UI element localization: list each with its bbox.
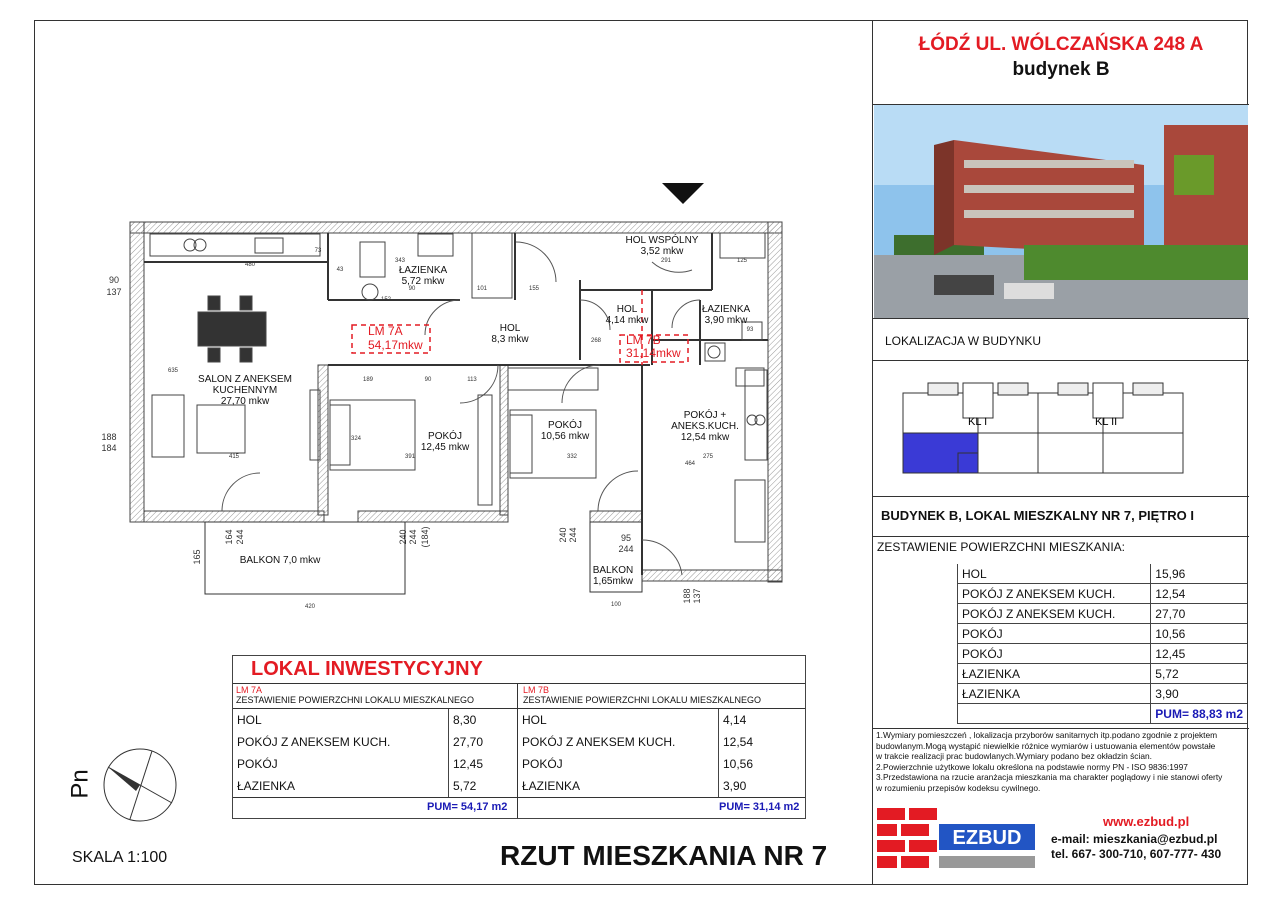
svg-text:240: 240 [398, 529, 408, 545]
svg-text:244: 244 [568, 527, 578, 543]
svg-text:4,14 mkw: 4,14 mkw [605, 315, 649, 326]
svg-text:155: 155 [528, 286, 540, 292]
lm7b-code: LM 7B [523, 685, 550, 695]
svg-text:464: 464 [684, 461, 696, 467]
label-pokoj-1: POKÓJ [428, 431, 462, 442]
svg-text:10,56 mkw: 10,56 mkw [540, 431, 590, 442]
svg-text:43: 43 [336, 267, 344, 273]
summary-title: ZESTAWIENIE POWIERZCHNI MIESZKANIA: [877, 540, 1126, 554]
door-swings [222, 242, 700, 575]
svg-text:343: 343 [394, 258, 406, 264]
building-keymap [898, 378, 1193, 478]
svg-text:244: 244 [618, 544, 634, 554]
svg-text:8,3 mkw: 8,3 mkw [491, 334, 529, 345]
svg-text:5,72 mkw: 5,72 mkw [401, 276, 445, 287]
svg-text:635: 635 [167, 368, 179, 374]
svg-text:480: 480 [244, 262, 256, 268]
svg-text:244: 244 [235, 529, 245, 545]
svg-text:12,54 mkw: 12,54 mkw [680, 432, 730, 443]
svg-text:EZBUD: EZBUD [952, 827, 1022, 849]
svg-text:12,45 mkw: 12,45 mkw [420, 442, 470, 453]
entrance-arrow-icon [662, 183, 704, 204]
svg-text:3,52 mkw: 3,52 mkw [640, 246, 684, 257]
svg-text:ANEKS.KUCH.: ANEKS.KUCH. [671, 421, 739, 432]
svg-text:101: 101 [476, 286, 488, 292]
svg-text:113: 113 [467, 377, 477, 383]
summary-table: HOL 15,96 POKÓJ Z ANEKSEM KUCH. 12,54 POKÓJ Z ANEKSEM KUCH. 27,70 POKÓJ 10,56 POKÓJ 12,45 ŁAZIENKA 5,72 ŁAZIENKA 3,90 PUM= 88,83 m2 [957, 564, 1247, 724]
room-labels [198, 233, 750, 587]
svg-text:268: 268 [590, 338, 602, 344]
label-hol-wspolny: HOL WSPÓLNY [625, 235, 699, 246]
svg-text:184: 184 [101, 443, 117, 453]
svg-text:291: 291 [660, 258, 672, 264]
lm7a-total: PUM= 54,17 m2 [427, 801, 508, 813]
lm7b-subtitle: ZESTAWIENIE POWIERZCHNI LOKALU MIESZKALNEGO [523, 695, 762, 705]
floor-plan [90, 175, 810, 625]
svg-text:188: 188 [682, 588, 692, 604]
svg-text:100: 100 [610, 602, 622, 608]
address-title: ŁÓDŹ UL. WÓLCZAŃSKA 248 A [918, 34, 1204, 55]
lm7b-total: PUM= 31,14 m2 [719, 801, 800, 813]
svg-text:90: 90 [108, 275, 120, 285]
label-salon: SALON Z ANEKSEM [198, 374, 292, 385]
svg-text:324: 324 [350, 436, 362, 442]
svg-text:73: 73 [314, 248, 322, 254]
lm7a-code: LM 7A [236, 685, 263, 695]
keymap-kl2: KL II [1095, 416, 1118, 428]
svg-text:415: 415 [228, 454, 240, 460]
svg-text:137: 137 [692, 588, 702, 604]
ezbud-logo [877, 806, 1039, 878]
svg-text:(184): (184) [420, 526, 430, 548]
svg-text:240: 240 [558, 527, 568, 543]
label-pokoj-2: POKÓJ [548, 420, 582, 431]
label-balkon-1: BALKON 7,0 mkw [239, 555, 321, 566]
lm7a-subtitle: ZESTAWIENIE POWIERZCHNI LOKALU MIESZKALNEGO [236, 695, 475, 705]
label-lm7b: LM 7B [626, 333, 661, 347]
plan-title: RZUT MIESZKANIA NR 7 [500, 840, 828, 871]
svg-text:27,70 mkw: 27,70 mkw [220, 396, 270, 407]
lm7b-table: HOL 4,14 POKÓJ Z ANEKSEM KUCH. 12,54 POKÓJ 10,56 ŁAZIENKA 3,90 [518, 709, 805, 797]
investment-title: LOKAL INWESTYCYJNY [251, 658, 483, 680]
svg-text:54,17mkw: 54,17mkw [368, 338, 423, 352]
email-link[interactable]: e-mail: mieszkania@ezbud.pl [1051, 832, 1218, 846]
building-rendering-image [874, 105, 1248, 318]
notes: 1.Wymiary pomieszczeń , lokalizacja przyborów sanitarnych itp.podano zgodnie z projektem budowlanym.Mogą wystąpić niewielkie różnice wymiarów i ustuowania elementów powstałe w trakcie realizacji prac budowlanych.Wymiary podano bez okładzin ścian. 2.Powierzchnie użytkowe lokalu określona na podstawie normy PN - ISO 9836:1997 3.Przedstawiona na rzucie aranżacja mieszkania ma charakter poglądowy i nie stanowi oferty w rozumieniu przepisów kodeksu cywilnego. [876, 730, 1223, 793]
investment-table [232, 655, 806, 819]
label-pokoj-3: POKÓJ + [683, 410, 727, 421]
svg-text:137: 137 [106, 287, 122, 297]
svg-text:31,14mkw: 31,14mkw [626, 346, 681, 360]
svg-text:165: 165 [192, 549, 202, 565]
scale-label: SKALA 1:100 [72, 849, 168, 866]
phone-text: tel. 667- 300-710, 607-777- 430 [1051, 847, 1222, 861]
svg-text:244: 244 [408, 529, 418, 545]
unit-title: BUDYNEK B, LOKAL MIESZKALNY NR 7, PIĘTRO I [881, 508, 1194, 523]
svg-text:152: 152 [380, 297, 392, 303]
label-lazienka-2: ŁAZIENKA [701, 304, 751, 315]
svg-text:391: 391 [404, 454, 416, 460]
svg-text:KUCHENNYM: KUCHENNYM [212, 385, 278, 396]
info-panel [872, 20, 1248, 885]
svg-text:95: 95 [620, 533, 632, 543]
svg-text:1,65mkw: 1,65mkw [592, 576, 634, 587]
building-title: budynek B [1012, 59, 1110, 80]
lm7a-table: HOL 8,30 POKÓJ Z ANEKSEM KUCH. 27,70 POKÓJ 12,45 ŁAZIENKA 5,72 [233, 709, 517, 797]
location-label: LOKALIZACJA W BUDYNKU [885, 334, 1042, 348]
svg-text:188: 188 [101, 432, 117, 442]
svg-text:90: 90 [408, 286, 416, 292]
svg-text:93: 93 [746, 327, 754, 333]
label-lazienka-1: ŁAZIENKA [398, 265, 448, 276]
label-balkon-2: BALKON [592, 565, 634, 576]
north-arrow-icon [100, 745, 180, 825]
svg-text:420: 420 [304, 604, 316, 610]
label-hol-1: HOL [499, 323, 521, 334]
label-lm7a: LM 7A [368, 324, 403, 338]
svg-text:90: 90 [424, 377, 432, 383]
svg-text:189: 189 [362, 377, 374, 383]
summary-total: PUM= 88,83 m2 [1151, 704, 1247, 724]
svg-text:332: 332 [566, 454, 578, 460]
svg-text:275: 275 [702, 454, 714, 460]
svg-text:125: 125 [736, 258, 748, 264]
website-link[interactable]: www.ezbud.pl [1103, 814, 1190, 829]
svg-text:164: 164 [224, 529, 234, 545]
north-label: Pn [66, 769, 94, 799]
svg-text:3,90 mkw: 3,90 mkw [704, 315, 748, 326]
label-hol-2: HOL [616, 304, 638, 315]
keymap-kl1: KL I [968, 416, 988, 428]
